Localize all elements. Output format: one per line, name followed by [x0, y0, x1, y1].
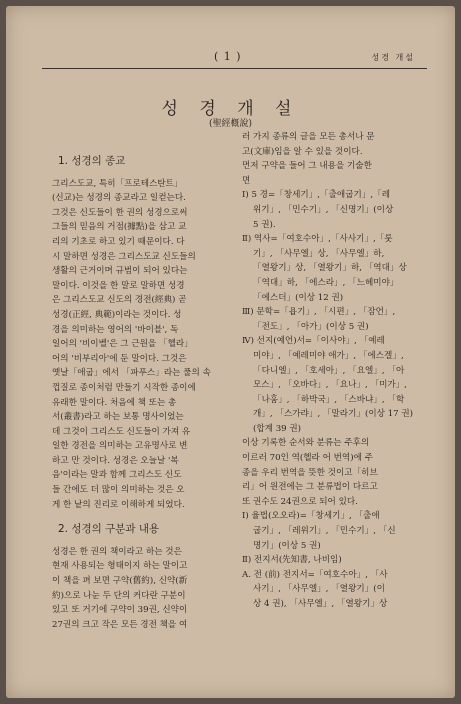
section1-body	[52, 177, 230, 513]
text-line: 성경은 한 권의 책이라고 하는 것은	[52, 546, 182, 557]
text-line: (합계 39 권)	[253, 423, 302, 434]
text-line: 이르러 70인 역(헬라 어 번역)에 주	[242, 453, 373, 464]
text-line: Ⅳ) 선지(예언)서=「이사야」, 「예레	[242, 336, 385, 347]
book-page	[6, 6, 455, 698]
text-line: 서(叢書)라고 하는 보통 명사이었는	[52, 412, 184, 423]
list-item	[242, 334, 432, 436]
text-line: 경을 의미하는 영어의 '바이블', 독	[52, 324, 179, 335]
text-line: 5 권).	[253, 219, 276, 230]
section-heading: 2. 성경의 구분과 내용	[58, 523, 160, 536]
text-line: Ⅱ) 전지서(先知書, 나비임)	[242, 555, 342, 566]
section-heading: 1. 성경의 종교	[58, 155, 126, 167]
page-header	[6, 50, 455, 70]
page-subtitle: (聖經槪說)	[208, 119, 253, 129]
text-line: 면	[242, 175, 251, 186]
list-item	[242, 509, 432, 553]
page-number: ( 1 )	[214, 50, 242, 63]
text-line: Ⅰ) 율법(오오라)=「창세기」, 「출애	[242, 511, 380, 522]
text-line: 개」, 「스가랴」, 「말라기」(이상 17 권)	[253, 409, 414, 420]
text-line: 유래한 말이다. 처음에 책 또는 총	[52, 397, 177, 408]
text-line: 하고 만 것이다. 성경은 오늘날 '복	[52, 455, 179, 466]
text-line: 리」어 원전에는 그 분류법이 다르고	[242, 482, 378, 493]
text-line: 데 그것이 그리스도 신도들이 가져 유	[52, 426, 191, 437]
text-line: 위기」, 「민수기」, 「신명기」(이상	[253, 204, 394, 215]
text-line: 「열왕기」상, 「열왕기」하, 「역대」상	[253, 263, 407, 274]
text-line: 은 그리스도교 신도의 경전(經典) 곧	[52, 295, 187, 306]
section2-body	[52, 545, 230, 633]
text-line: 「나훔」, 「하박국」, 「스바냐」, 「학	[253, 394, 405, 405]
text-line: 옛날「애굽」에서 「파푸스」라는 풀의 속	[52, 368, 211, 379]
list-item	[242, 305, 432, 334]
text-line: 껍질로 종이처럼 만들기 시작한 종이에	[52, 382, 196, 393]
text-line: 「에스더」(이상 12 권)	[253, 292, 344, 303]
text-line: 성경(正經, 典範)이라는 것이다. 성	[52, 309, 182, 320]
right-column	[242, 130, 432, 612]
text-line: 게 한 낱의 진리로 이해하게 되었다.	[52, 499, 185, 510]
text-line: 「역대」하, 「에스라」, 「느헤미야」	[253, 277, 399, 288]
text-line: 상 4 권), 「사무엘」, 「열왕기」상	[253, 599, 388, 609]
text-line: 현재 사용되는 형태이지 하는 말이고	[52, 561, 188, 572]
right-note	[242, 436, 432, 509]
text-line: 들 간에도 더 많이 의미하는 것은 오	[52, 485, 185, 496]
text-line: 어의 '비부리아'에 둔 말이다. 그것은	[52, 353, 187, 364]
text-line: 명기」(이상 5 권)	[253, 540, 321, 551]
running-title: 성경 개설	[371, 53, 415, 62]
left-column	[52, 150, 230, 632]
page-title: 성 경 개 설	[161, 99, 300, 119]
text-line: 그들의 믿음의 거점(據點)을 삼고 교	[52, 222, 187, 233]
text-line: 리의 기초로 하고 있기 때문이다. 다	[52, 236, 185, 247]
text-line: 그리스도교, 특히「프로테스탄트」	[52, 178, 183, 189]
text-line: Ⅰ) 5 경=「창세기」,「출애굽기」,「레	[242, 190, 391, 201]
book-list	[242, 188, 432, 436]
text-line: 먼저 구약을 들어 그 내용을 기술한	[242, 161, 372, 172]
text-line: 기」, 「사무엘」상, 「사무엘」하,	[253, 248, 385, 259]
text-line: 생활의 근거이며 규범이 되어 있다는	[52, 266, 188, 277]
text-line: (신교)는 성경의 종교라고 일컫는다.	[52, 193, 186, 204]
text-line: A. 전 (前) 전지서=「여호수아」, 「사	[242, 569, 388, 580]
text-line: Ⅲ) 문학=「욥기」, 「시편」, 「잠언」,	[242, 307, 396, 318]
text-line: 27권의 크고 작은 모든 경전 책을 여	[52, 619, 188, 630]
list-item	[242, 188, 432, 232]
text-line: 「전도」, 「아가」(이상 5 권)	[253, 321, 369, 332]
text-line: 일한 경전을 의미하는 고유명사로 변	[52, 441, 188, 452]
right-intro	[242, 130, 432, 188]
text-line: 굽기」, 「레위기」, 「민수기」, 「신	[253, 526, 396, 537]
text-line: 미야」, 「예레미야 애가」, 「에스겔」,	[253, 350, 404, 361]
text-line: 종을 우리 번역을 뜻한 것이고「히브	[242, 467, 378, 478]
text-line: 또 권수도 24권으로 되어 있다.	[242, 496, 358, 507]
text-line: 말이다. 이것을 한 말로 말하면 성경	[52, 280, 185, 291]
text-line: Ⅱ) 역사=「여호수아」,「사사기」,「룻	[242, 234, 393, 245]
book-list-2	[242, 509, 432, 567]
text-line: 約)으로 나눈 두 단의 커다란 구분이	[52, 590, 186, 601]
list-item	[242, 553, 432, 568]
text-line: 러 가지 종류의 글을 모든 총서나 문	[242, 132, 375, 142]
text-line: 음'이라는 말과 함께 그리스도 신도	[52, 470, 182, 481]
text-line: 이 책을 펴 보면 구약(舊約), 신약(新	[52, 576, 188, 587]
text-line: 일어의 '비이벨'은 그 근원을 「헬라」	[52, 339, 193, 350]
text-line: 모스」, 「오바다」, 「요나」, 「미가」,	[253, 380, 407, 391]
text-line: 이상 기록한 순서와 분류는 주후의	[242, 438, 370, 449]
text-line: 시 말하면 성경은 그리스도교 신도들의	[52, 251, 196, 262]
text-line: 「다니엘」, 「호세아」, 「요엘」, 「아	[253, 365, 405, 376]
text-line: 있고 또 거기에 구약이 39권, 신약이	[52, 605, 188, 616]
text-line: 사기」, 「사무엘」, 「열왕기」(이	[253, 584, 385, 595]
sub-list	[242, 568, 432, 612]
header-rule	[42, 68, 427, 69]
text-line: 고(文庫)임을 알 수 있을 것이다.	[242, 146, 363, 157]
list-item	[242, 232, 432, 305]
text-line: 그것은 신도들이 한 권의 성경으로써	[52, 207, 188, 218]
